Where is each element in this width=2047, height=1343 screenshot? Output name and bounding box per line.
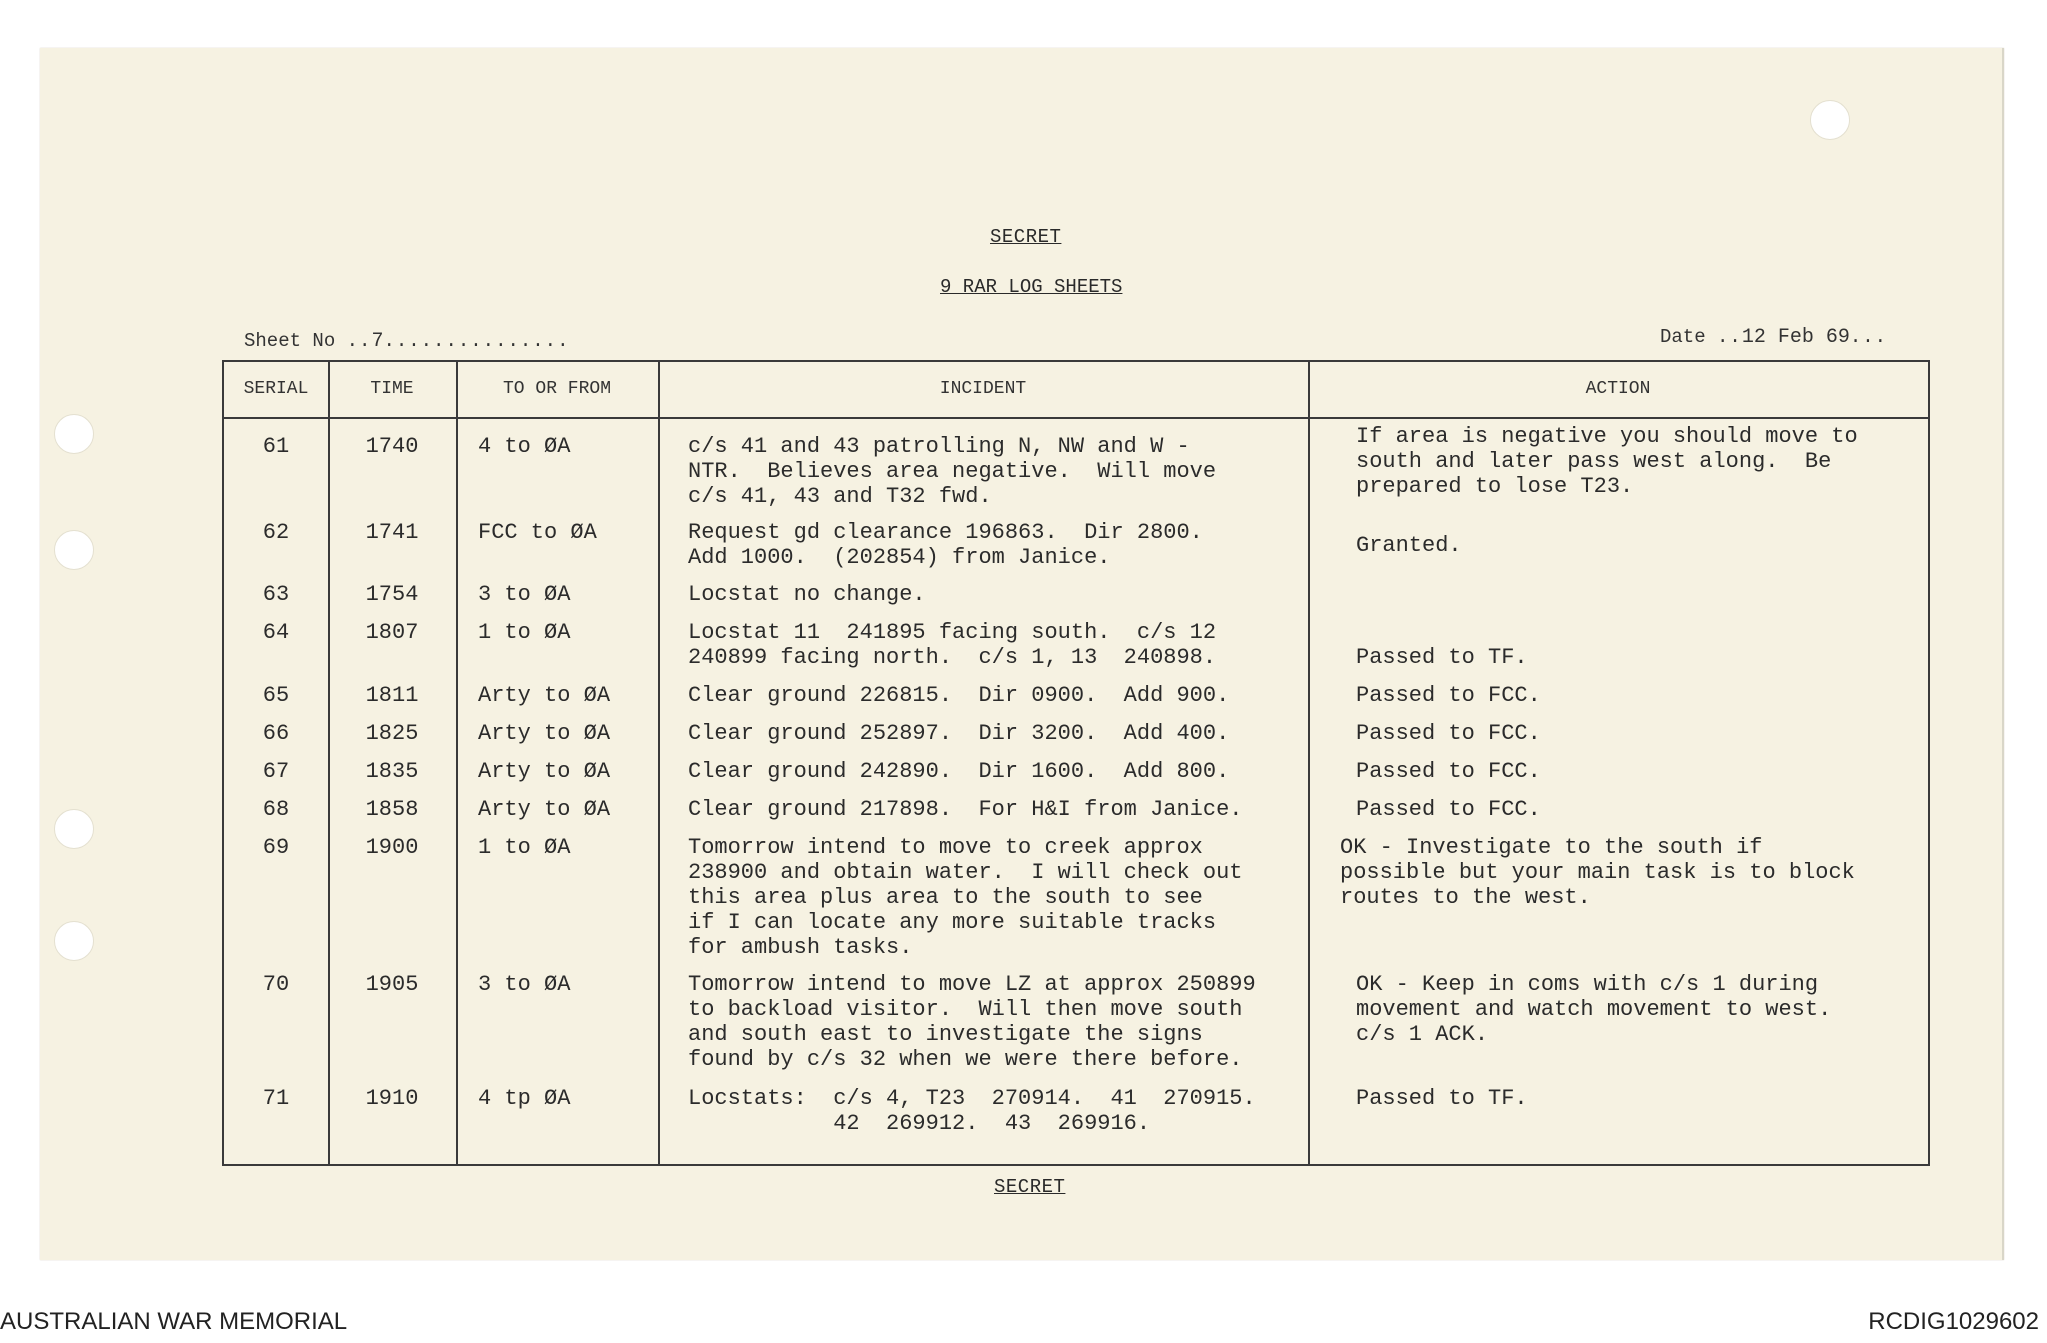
- serial-cell: 67: [262, 759, 290, 784]
- incident-cell: Locstat 11 241895 facing south. c/s 12 240899 facing north. c/s 1, 13 240898.: [688, 620, 1217, 670]
- incident-cell: Clear ground 226815. Dir 0900. Add 900.: [688, 683, 1230, 708]
- document-title: 9 RAR LOG SHEETS: [940, 276, 1123, 298]
- to-from-cell: Arty to ØA: [478, 797, 611, 822]
- time-cell: 1900: [365, 835, 419, 860]
- header-action: ACTION: [1585, 379, 1651, 399]
- time-cell: 1858: [365, 797, 419, 822]
- action-cell: OK - Investigate to the south if possible but your main task is to block routes to the west.: [1340, 835, 1855, 910]
- serial-cell: 62: [262, 520, 290, 545]
- time-cell: 1740: [365, 434, 419, 459]
- incident-cell: Request gd clearance 196863. Dir 2800. Add 1000. (202854) from Janice.: [688, 520, 1203, 570]
- serial-cell: 68: [262, 797, 290, 822]
- log-table: [222, 360, 1930, 1166]
- date-label: Date: [1660, 326, 1706, 348]
- incident-cell: Locstat no change.: [688, 582, 926, 607]
- to-from-cell: 1 to ØA: [478, 620, 571, 645]
- action-cell: Passed to FCC.: [1356, 797, 1541, 822]
- serial-cell: 65: [262, 683, 290, 708]
- incident-cell: Tomorrow intend to move to creek approx 238900 and obtain water. I will check out this area plus area to the south to see if I can locate any more suitable tracks for ambush tasks.: [688, 835, 1243, 960]
- date-value: 12 Feb 69: [1741, 326, 1850, 349]
- to-from-cell: 3 to ØA: [478, 582, 571, 607]
- to-from-cell: Arty to ØA: [478, 759, 611, 784]
- punch-hole: [54, 809, 94, 849]
- serial-cell: 70: [262, 972, 290, 997]
- time-cell: 1835: [365, 759, 419, 784]
- incident-cell: Locstats: c/s 4, T23 270914. 41 270915. 42 269912. 43 269916.: [688, 1086, 1256, 1136]
- sheet-number-field: Sheet No ..7...............: [244, 330, 570, 353]
- incident-cell: Clear ground 217898. For H&I from Janice.: [688, 797, 1243, 822]
- serial-cell: 66: [262, 721, 290, 746]
- time-cell: 1807: [365, 620, 419, 645]
- to-from-cell: 3 to ØA: [478, 972, 571, 997]
- serial-cell: 71: [262, 1086, 290, 1111]
- time-cell: 1825: [365, 721, 419, 746]
- header-to-or-from: TO OR FROM: [502, 379, 612, 399]
- classification-bottom: SECRET: [994, 1176, 1066, 1198]
- to-from-cell: 4 to ØA: [478, 434, 571, 459]
- action-cell: Passed to TF.: [1356, 645, 1528, 670]
- punch-hole: [54, 530, 94, 570]
- to-from-cell: 1 to ØA: [478, 835, 571, 860]
- footer-institution: AUSTRALIAN WAR MEMORIAL: [0, 1308, 348, 1335]
- header-serial: SERIAL: [243, 379, 309, 399]
- header-incident: INCIDENT: [939, 379, 1027, 399]
- classification-top: SECRET: [990, 226, 1062, 248]
- serial-cell: 63: [262, 582, 290, 607]
- to-from-cell: 4 tp ØA: [478, 1086, 571, 1111]
- punch-hole: [54, 414, 94, 454]
- time-cell: 1811: [365, 683, 419, 708]
- sheet-number: 7: [371, 330, 384, 353]
- serial-cell: 69: [262, 835, 290, 860]
- sheet-label: Sheet No: [244, 330, 336, 352]
- incident-cell: Clear ground 252897. Dir 3200. Add 400.: [688, 721, 1230, 746]
- footer-record-id: RCDIG1029602: [1868, 1308, 2039, 1335]
- to-from-cell: FCC to ØA: [478, 520, 597, 545]
- action-cell: Passed to TF.: [1356, 1086, 1528, 1111]
- to-from-cell: Arty to ØA: [478, 683, 611, 708]
- date-field: Date ..12 Feb 69...: [1660, 326, 1888, 349]
- header-time: TIME: [370, 379, 414, 399]
- incident-cell: c/s 41 and 43 patrolling N, NW and W - NTR. Believes area negative. Will move c/s 41, 43 and T32 fwd.: [688, 434, 1217, 509]
- action-cell: Granted.: [1356, 533, 1462, 558]
- punch-hole: [54, 921, 94, 961]
- time-cell: 1905: [365, 972, 419, 997]
- incident-cell: Tomorrow intend to move LZ at approx 250899 to backload visitor. Will then move south and south east to investigate the signs found by c/s 32 when we were there before.: [688, 972, 1256, 1072]
- punch-hole: [1810, 100, 1850, 140]
- action-cell: Passed to FCC.: [1356, 683, 1541, 708]
- time-cell: 1910: [365, 1086, 419, 1111]
- serial-cell: 64: [262, 620, 290, 645]
- incident-cell: Clear ground 242890. Dir 1600. Add 800.: [688, 759, 1230, 784]
- action-cell: Passed to FCC.: [1356, 721, 1541, 746]
- action-cell: Passed to FCC.: [1356, 759, 1541, 784]
- serial-cell: 61: [262, 434, 290, 459]
- time-cell: 1741: [365, 520, 419, 545]
- time-cell: 1754: [365, 582, 419, 607]
- action-cell: OK - Keep in coms with c/s 1 during movement and watch movement to west. c/s 1 ACK.: [1356, 972, 1832, 1047]
- action-cell: If area is negative you should move to south and later pass west along. Be prepared to lose T23.: [1356, 424, 1858, 499]
- to-from-cell: Arty to ØA: [478, 721, 611, 746]
